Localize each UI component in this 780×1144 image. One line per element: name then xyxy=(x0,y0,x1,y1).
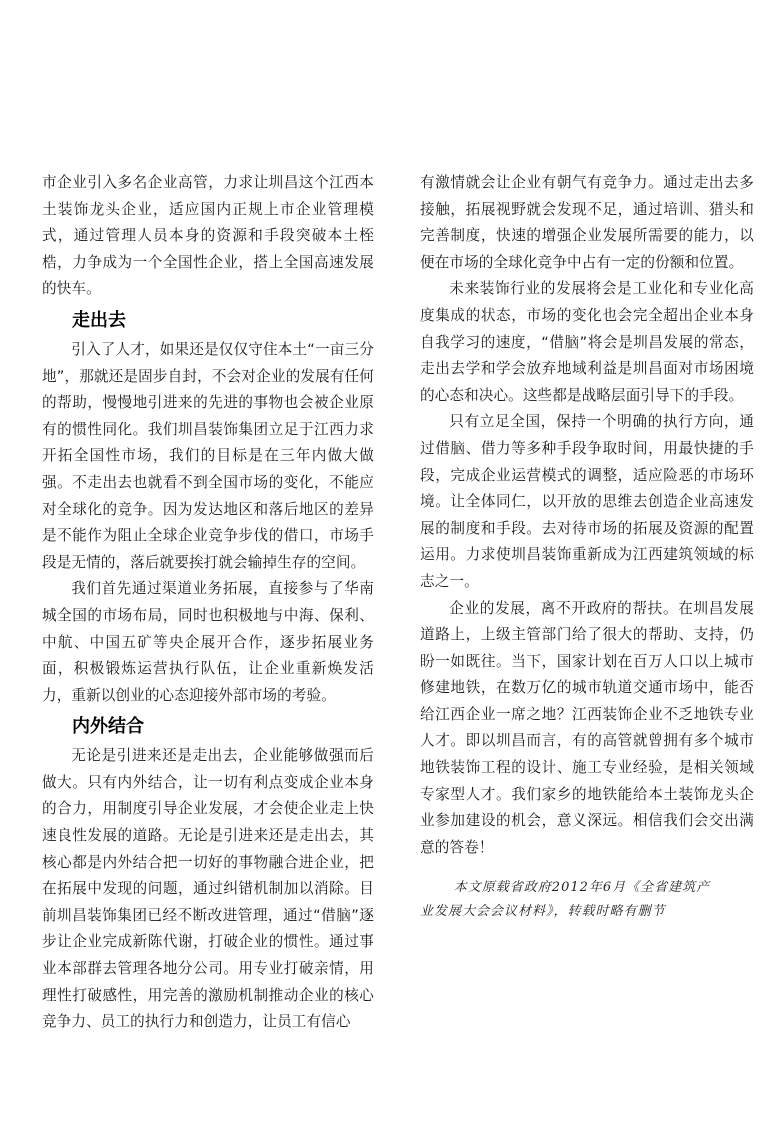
paragraph: 我们首先通过渠道业务拓展，直接参与了华南城全国的市场布局，同时也积极地与中海、保利、中航、中国五矿等央企展开合作，逐步拓展业务面，积极锻炼运营执行队伍，让企业重新焕发活力，重新以创业的心态迎接外部市场的考验。 xyxy=(42,580,374,704)
source-note: 本文原载省政府2012年6月《全省建筑产业发展大会会议材料》，转载时略有删节 xyxy=(420,880,711,919)
right-column xyxy=(420,170,754,861)
section-heading: 走出去 xyxy=(72,309,126,331)
left-column xyxy=(42,170,374,1036)
paragraph: 有激情就会让企业有朝气有竞争力。通过走出去多接触，拓展视野就会发现不足，通过培训、猎头和完善制度，快速的增强企业发展所需要的能力，以便在市场的全球化竞争中占有一定的份额和位置。 xyxy=(420,174,754,271)
section-heading: 内外结合 xyxy=(72,716,144,738)
paragraph: 只有立足全国，保持一个明确的执行方向，通过借脑、借力等多种手段争取时间，用最快捷的手段，完成企业运营模式的调整，适应险恶的市场环境。让全体同仁，以开放的思维去创造企业高速发展的制度和手段。去对待市场的拓展及资源的配置运用。力求使圳昌装饰重新成为江西建筑领域的标志之一。 xyxy=(420,413,754,590)
paragraph: 企业的发展，离不开政府的帮扶。在圳昌发展道路上，上级主管部门给了很大的帮助、支持，仍盼一如既往。当下，国家计划在百万人口以上城市修建地铁，在数万亿的城市轨道交通市场中，能否给江西企业一席之地？江西装饰企业不乏地铁专业人才。即以圳昌而言，有的高管就曾拥有多个城市地铁装饰工程的设计、施工专业经验，是相关领域专家型人才。我们家乡的地铁能给本土装饰龙头企业参加建设的机会，意义深远。相信我们会交出满意的答卷！ xyxy=(420,599,754,856)
paragraph: 引入了人才，如果还是仅仅守住本土“一亩三分地”，那就还是固步自封，不会对企业的发展有任何的帮助，慢慢地引进来的先进的事物也会被企业原有的惯性同化。我们圳昌装饰集团立足于江西力求开拓全国性市场，我们的目标是在三年内做大做强。不走出去也就看不到全国市场的变化，不能应对全球化的竞争。因为发达地区和落后地区的差异是不能作为阻止全球企业竞争步伐的借口，市场手段是无情的，落后就要挨打就会输掉生存的空间。 xyxy=(42,340,374,571)
paragraph: 市企业引入多名企业高管，力求让圳昌这个江西本土装饰龙头企业，适应国内正规上市企业管理模式，通过管理人员本身的资源和手段突破本土桎梏，力争成为一个全国性企业，搭上全国高速发展的快车。 xyxy=(42,174,374,298)
paragraph: 无论是引进来还是走出去，企业能够做强而后做大。只有内外结合，让一切有利点变成企业本身的合力，用制度引导企业发展，才会使企业走上快速良性发展的道路。无论是引进来还是走出去，其核心都是内外结合把一切好的事物融合进企业，把在拓展中发现的问题，通过纠错机制加以消除。目前圳昌装饰集团已经不断改进管理，通过“借脑”逐步让企业完成新陈代谢，打破企业的惯性。通过事业本部群去管理各地分公司。用专业打破亲情，用理性打破感性，用完善的激励机制推动企业的核心竞争力、员工的执行力和创造力，让员工有信心 xyxy=(42,747,374,1031)
paragraph: 未来装饰行业的发展将会是工业化和专业化高度集成的状态，市场的变化也会完全超出企业本身自我学习的速度，“借脑”将会是圳昌发展的常态，走出去学和学会放弃地域利益是圳昌面对市场困境的心态和决心。这些都是战略层面引导下的手段。 xyxy=(420,280,754,404)
